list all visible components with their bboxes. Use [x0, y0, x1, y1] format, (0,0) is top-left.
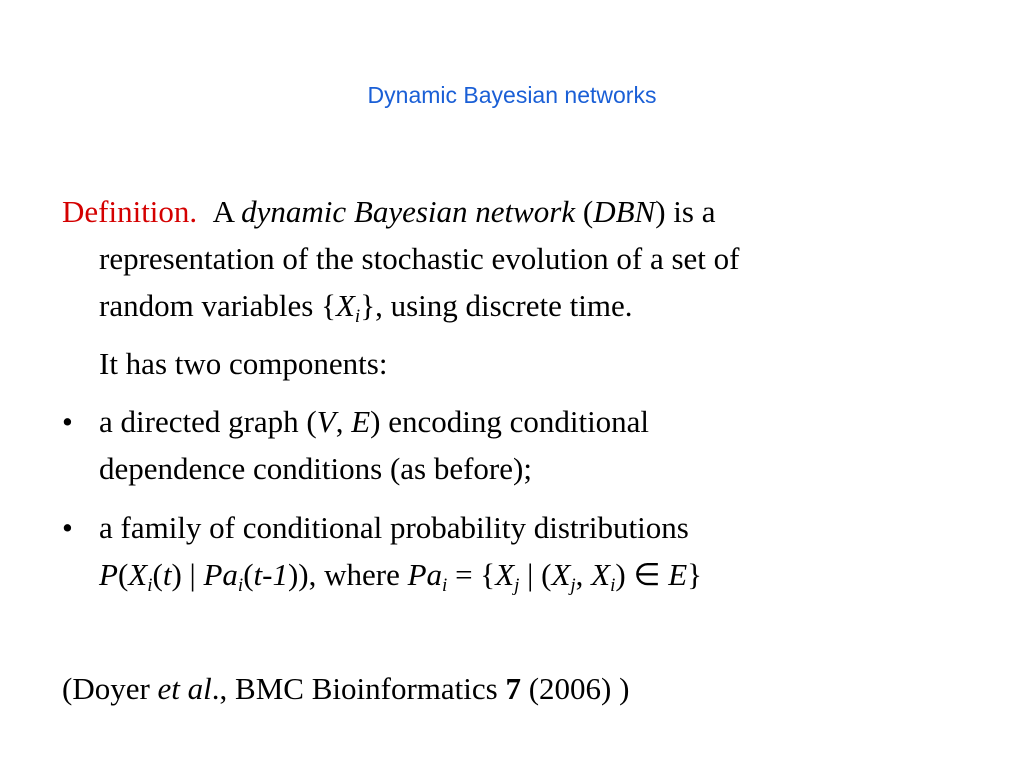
text-span: A [212, 194, 242, 229]
bullet-icon: • [62, 510, 73, 545]
text-span: = { [447, 557, 496, 592]
text-span: }, using discrete time. [360, 288, 633, 323]
math-var: P [99, 557, 118, 592]
text-span: ) ∈ [615, 557, 669, 592]
text-span: random variables { [99, 288, 336, 323]
math-var: E [668, 557, 688, 592]
text-span: ) is a [655, 194, 716, 229]
bullet-icon: • [62, 404, 73, 439]
math-subscript: j [570, 575, 576, 596]
text-span: ) encoding conditional [370, 404, 650, 439]
math-var: X [335, 288, 355, 323]
text-span: ) | [171, 557, 204, 592]
math-var: Pa [203, 557, 238, 592]
math-var: t [162, 557, 172, 592]
text-span: } [687, 557, 703, 592]
text-span: ., BMC Bioinformatics [211, 671, 506, 706]
citation [62, 665, 962, 712]
text-span: ( [575, 194, 594, 229]
text-span: , [575, 557, 592, 592]
slide-title: Dynamic Bayesian networks [367, 82, 657, 108]
math-subscript: j [514, 575, 520, 596]
text-span: | ( [519, 557, 552, 592]
definition-line-1 [62, 188, 962, 235]
definition-line-3 [62, 282, 962, 329]
math-subscript: i [354, 306, 361, 327]
bullet-item-graph [62, 398, 962, 492]
math-var: E [351, 404, 371, 439]
bullet-list [62, 398, 962, 610]
formula-line [99, 551, 962, 598]
bullet-line: a family of conditional probability distributions [99, 510, 689, 545]
definition-label: Definition. [62, 194, 198, 229]
math-var: Pa [407, 557, 443, 592]
bullet-line [99, 398, 962, 445]
math-var: X [495, 557, 515, 592]
math-subscript: i [442, 575, 448, 596]
bullet-item-distributions [62, 504, 962, 598]
math-subscript: i [147, 575, 153, 596]
definition-line-2: representation of the stochastic evolution of a set of [99, 241, 740, 276]
bullet-line: dependence conditions (as before); [99, 451, 532, 486]
math-var: X [591, 557, 611, 592]
citation-etal: et al [157, 671, 212, 706]
math-subscript: i [610, 575, 616, 596]
math-var: X [128, 557, 148, 592]
text-span: (Doyer [62, 671, 158, 706]
text-span: (2006) ) [520, 671, 630, 706]
text-span: )), where [287, 557, 408, 592]
math-var: t-1 [253, 557, 288, 592]
math-var: X [551, 557, 571, 592]
citation-volume: 7 [505, 671, 521, 706]
dbn-term: dynamic Bayesian network [241, 194, 576, 229]
math-subscript: i [237, 575, 244, 596]
text-span: ( [243, 557, 254, 592]
text-span: , [335, 404, 352, 439]
dbn-abbreviation: DBN [593, 194, 656, 229]
math-var: V [316, 404, 336, 439]
text-span: ( [152, 557, 163, 592]
text-span: a directed graph ( [99, 404, 317, 439]
text-span: ( [117, 557, 129, 592]
components-intro: It has two components: [99, 346, 388, 381]
definition-paragraph [62, 188, 962, 329]
